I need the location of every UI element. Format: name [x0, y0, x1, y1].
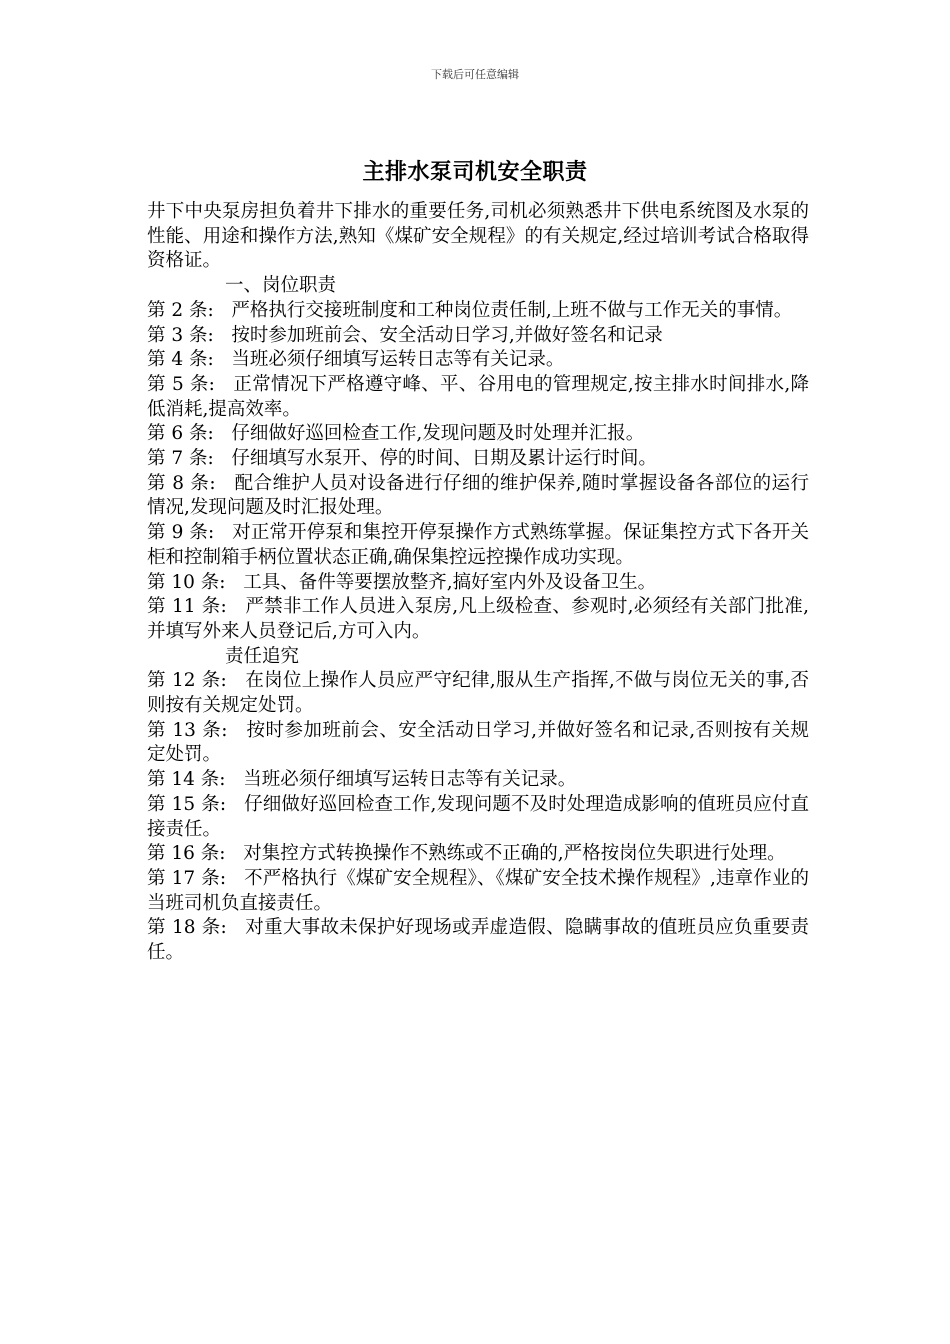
article-number: 第 17 条: — [147, 867, 227, 889]
document-body — [147, 200, 809, 966]
intro-paragraph: 井下中央泵房担负着井下排水的重要任务,司机必须熟悉井下供电系统图及水泵的性能、用途和操作方法,熟知《煤矿安全规程》的有关规定,经过培训考试合格取得资格证。 — [147, 201, 809, 272]
article-12 — [147, 669, 809, 718]
article-number: 第 13 条: — [147, 719, 228, 741]
article-text: 按时参加班前会、安全活动日学习,并做好签名和记录,否则按有关规定处罚。 — [147, 719, 809, 766]
article-number: 第 4 条: — [147, 349, 214, 371]
article-text: 严格执行交接班制度和工种岗位责任制,上班不做与工作无关的事情。 — [231, 299, 793, 321]
article-text: 当班必须仔细填写运转日志等有关记录。 — [243, 769, 577, 791]
section-heading-accountability: 责任追究 — [225, 645, 300, 667]
article-5 — [147, 373, 809, 422]
article-text: 对正常开停泵和集控开停泵操作方式熟练掌握。保证集控方式下各开关柜和控制箱手柄位置状态正确,确保集控远控操作成功实现。 — [147, 522, 809, 568]
article-text: 不严格执行《煤矿安全规程》、《煤矿安全技术操作规程》,违章作业的当班司机负直接责任。 — [147, 867, 809, 914]
article-text: 仔细做好巡回检查工作,发现问题及时处理并汇报。 — [231, 423, 645, 445]
article-number: 第 14 条: — [147, 769, 226, 791]
article-text: 仔细填写水泵开、停的时间、日期及累计运行时间。 — [231, 448, 657, 470]
article-text: 对集控方式转换操作不熟练或不正确的,严格按岗位失职进行处理。 — [243, 843, 786, 865]
article-text: 正常情况下严格遵守峰、平、谷用电的管理规定,按主排水时间排水,降低消耗,提高效率。 — [147, 373, 809, 420]
header-note: 下载后可任意编辑 — [431, 68, 519, 81]
article-number: 第 5 条: — [147, 373, 215, 395]
article-11 — [147, 595, 809, 644]
article-4 — [147, 348, 809, 373]
article-number: 第 3 条: — [147, 324, 214, 346]
article-17 — [147, 867, 809, 916]
article-3 — [147, 324, 809, 349]
article-number: 第 18 条: — [147, 917, 227, 939]
article-text: 在岗位上操作人员应严守纪律,服从生产指挥,不做与岗位无关的事,否则按有关规定处罚。 — [147, 670, 809, 717]
article-number: 第 9 条: — [147, 522, 215, 544]
article-text: 按时参加班前会、安全活动日学习,并做好签名和记录 — [231, 324, 663, 346]
article-text: 对重大事故未保护好现场或弄虚造假、隐瞒事故的值班员应负重要责任。 — [147, 917, 809, 964]
article-number: 第 16 条: — [147, 843, 226, 865]
article-text: 配合维护人员对设备进行仔细的维护保养,随时掌握设备各部位的运行情况,发现问题及时汇报处理。 — [147, 472, 809, 519]
duties-list — [147, 299, 809, 645]
article-16 — [147, 842, 809, 867]
section-heading-duties: 一、岗位职责 — [225, 275, 337, 297]
article-text: 工具、备件等要摆放整齐,搞好室内外及设备卫生。 — [243, 571, 657, 593]
article-7 — [147, 447, 809, 472]
article-18 — [147, 916, 809, 965]
article-text: 当班必须仔细填写运转日志等有关记录。 — [231, 349, 565, 371]
article-number: 第 6 条: — [147, 423, 214, 445]
article-number: 第 10 条: — [147, 571, 226, 593]
document-title: 主排水泵司机安全职责 — [362, 160, 588, 185]
article-number: 第 2 条: — [147, 299, 214, 321]
article-number: 第 15 条: — [147, 793, 227, 815]
article-text: 严禁非工作人员进入泵房,凡上级检查、参观时,必须经有关部门批准,并填写外来人员登记后,方可入内。 — [147, 596, 809, 642]
article-13 — [147, 719, 809, 768]
article-number: 第 12 条: — [147, 670, 227, 692]
article-number: 第 7 条: — [147, 448, 214, 470]
article-15 — [147, 793, 809, 842]
article-8 — [147, 472, 809, 521]
article-number: 第 8 条: — [147, 472, 216, 494]
article-2 — [147, 299, 809, 324]
article-9 — [147, 521, 809, 570]
accountability-list — [147, 669, 809, 965]
article-14 — [147, 768, 809, 793]
article-10 — [147, 571, 809, 596]
article-text: 仔细做好巡回检查工作,发现问题不及时处理造成影响的值班员应付直接责任。 — [147, 793, 809, 840]
article-6 — [147, 422, 809, 447]
article-number: 第 11 条: — [147, 596, 227, 618]
